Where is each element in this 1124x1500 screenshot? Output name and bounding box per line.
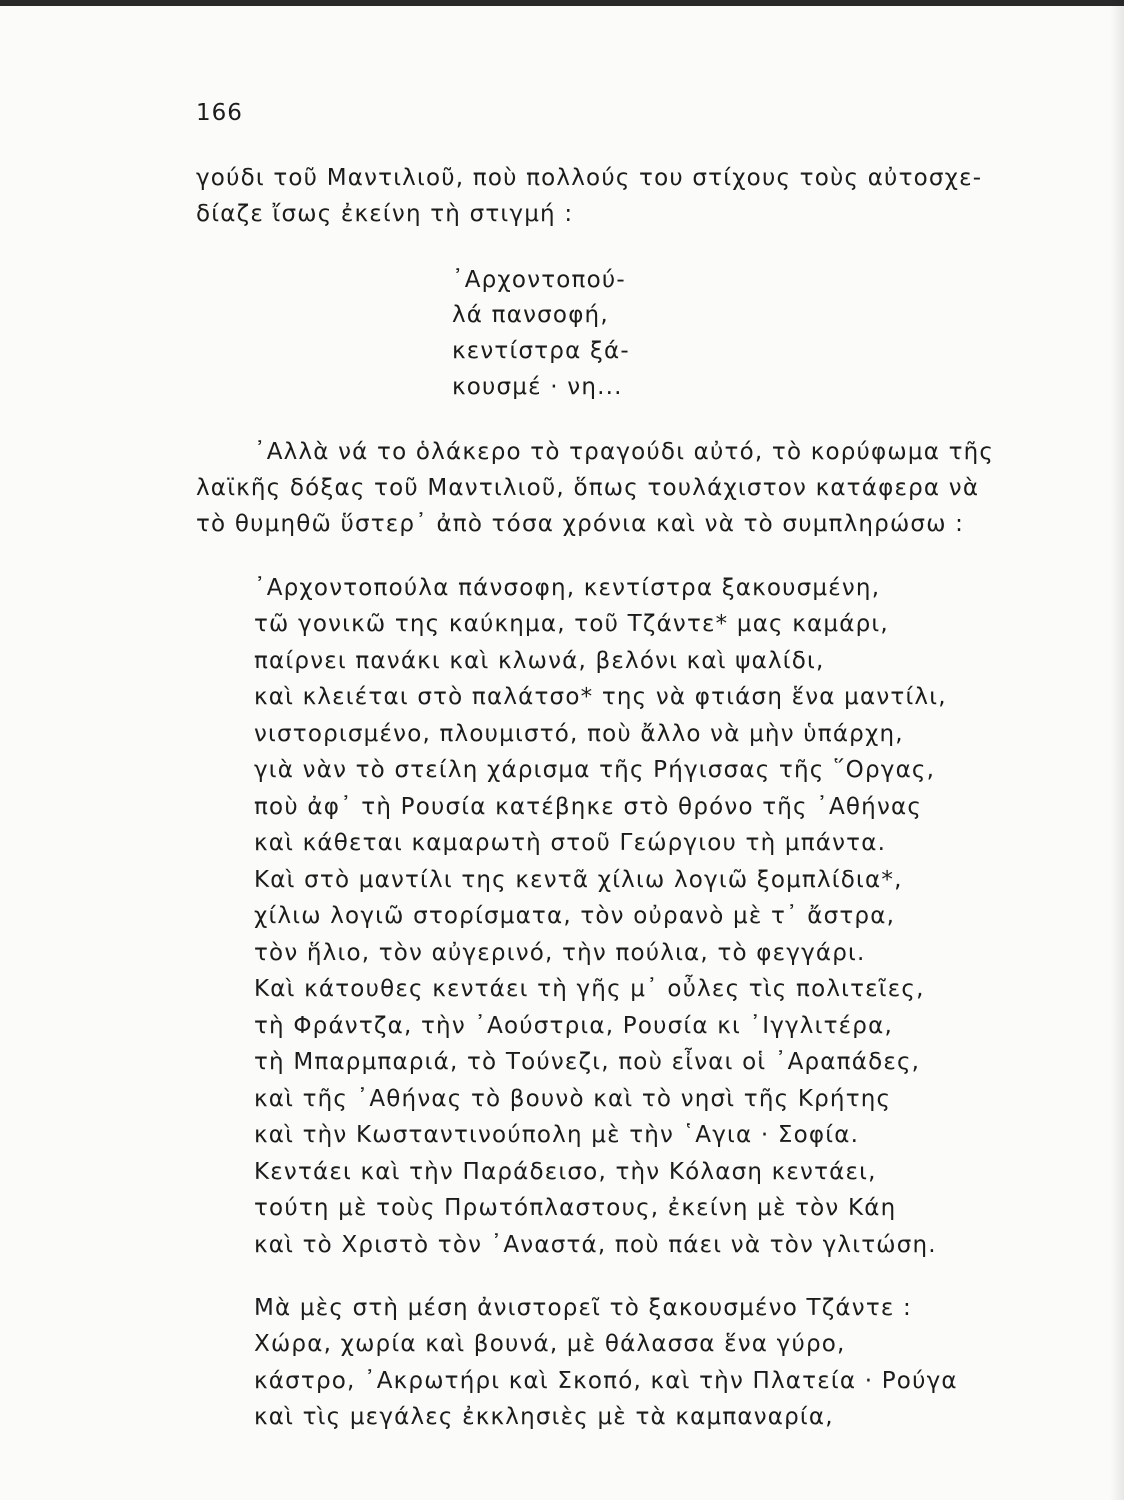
poem-line: καὶ κάθεται καμαρωτὴ στοῦ Γεώργιου τὴ μπάντα.: [254, 830, 887, 856]
closing-line: Μὰ μὲς στὴ μέση ἀνιστορεῖ τὸ ξακουσμένο Τζάντε :: [254, 1295, 912, 1321]
poem-line: παίρνει πανάκι καὶ κλωνά, βελόνι καὶ ψαλίδι,: [254, 648, 825, 674]
closing-line: Χώρα, χωρία καὶ βουνά, μὲ θάλασσα ἕνα γύρο,: [254, 1331, 846, 1357]
stanza-line: κεντίστρα ξά-: [452, 338, 630, 364]
poem-line: τὸν ἥλιο, τὸν αὐγερινό, τὴν πούλια, τὸ φεγγάρι.: [254, 940, 866, 966]
stanza-line: κουσμέ · νη...: [452, 374, 623, 400]
scan-right-shadow: [1110, 0, 1124, 1500]
poem-line: καὶ τῆς ᾿Αθήνας τὸ βουνὸ καὶ τὸ νησὶ τῆς Κρήτης: [254, 1086, 892, 1112]
intro-line: δίαζε ἴσως ἐκείνη τὴ στιγμή :: [196, 201, 574, 227]
poem-line: ᾿Αρχοντοπούλα πάνσοφη, κεντίστρα ξακουσμένη,: [254, 575, 881, 601]
poem-line: νιστορισμένο, πλουμιστό, ποὺ ἄλλο νὰ μὴν ὑπάρχη,: [254, 721, 904, 747]
poem-line: Καὶ στὸ μαντίλι της κεντᾶ χίλιω λογιῶ ξομπλίδια*,: [254, 867, 903, 893]
poem-line: γιὰ νὰν τὸ στείλη χάρισμα τῆς Ρήγισσας τῆς ῞Οργας,: [254, 757, 936, 783]
paragraph-line: λαϊκῆς δόξας τοῦ Μαντιλιοῦ, ὅπως τουλάχιστον κατάφερα νὰ: [196, 475, 980, 501]
poem-line: καὶ τὸ Χριστὸ τὸν ᾿Αναστά, ποὺ πάει νὰ τὸν γλιτώση.: [254, 1232, 937, 1258]
page-number: 166: [196, 100, 243, 126]
intro-line: γούδι τοῦ Μαντιλιοῦ, ποὺ πολλούς του στίχους τοὺς αὐτοσχε-: [196, 165, 983, 191]
poem-line: τούτη μὲ τοὺς Πρωτόπλαστους, ἐκείνη μὲ τὸν Κάη: [254, 1195, 897, 1221]
poem-line: Καὶ κάτουθες κεντάει τὴ γῆς μ᾿ οὖλες τὶς πολιτεῖες,: [254, 976, 925, 1002]
stanza-line: λά πανσοφή,: [452, 302, 609, 328]
stanza-line: ᾿Αρχοντοπού-: [452, 267, 626, 293]
paragraph-line: τὸ θυμηθῶ ὕστερ᾿ ἀπὸ τόσα χρόνια καὶ νὰ τὸ συμπληρώσω :: [196, 511, 965, 537]
scan-top-edge: [0, 0, 1124, 6]
poem-line: χίλιω λογιῶ στορίσματα, τὸν οὐρανὸ μὲ τ᾿ ἄστρα,: [254, 903, 896, 929]
poem-line: τῶ γονικῶ της καύκημα, τοῦ Τζάντε* μας καμάρι,: [254, 611, 889, 637]
paragraph-line: ᾿Αλλὰ νά το ὁλάκερο τὸ τραγούδι αὐτό, τὸ κορύφωμα τῆς: [254, 439, 995, 465]
poem-line: καὶ κλειέται στὸ παλάτσο* της νὰ φτιάση ἕνα μαντίλι,: [254, 684, 947, 710]
closing-line: καὶ τὶς μεγάλες ἐκκλησιὲς μὲ τὰ καμπαναρία,: [254, 1404, 834, 1430]
closing-line: κάστρο, ᾿Ακρωτήρι καὶ Σκοπό, καὶ τὴν Πλατεία · Ρούγα: [254, 1368, 958, 1394]
poem-line: ποὺ ἀφ᾿ τὴ Ρουσία κατέβηκε στὸ θρόνο τῆς ᾿Αθήνας: [254, 794, 923, 820]
poem-line: Κεντάει καὶ τὴν Παράδεισο, τὴν Κόλαση κεντάει,: [254, 1159, 877, 1185]
poem-line: τὴ Μπαρμπαριά, τὸ Τούνεζι, ποὺ εἶναι οἱ ᾿Αραπάδες,: [254, 1049, 921, 1075]
poem-line: καὶ τὴν Κωσταντινούπολη μὲ τὴν ῾Αγια · Σοφία.: [254, 1122, 860, 1148]
poem-line: τὴ Φράντζα, τὴν ᾿Αούστρια, Ρουσία κι ᾿Ιγγλιτέρα,: [254, 1013, 893, 1039]
